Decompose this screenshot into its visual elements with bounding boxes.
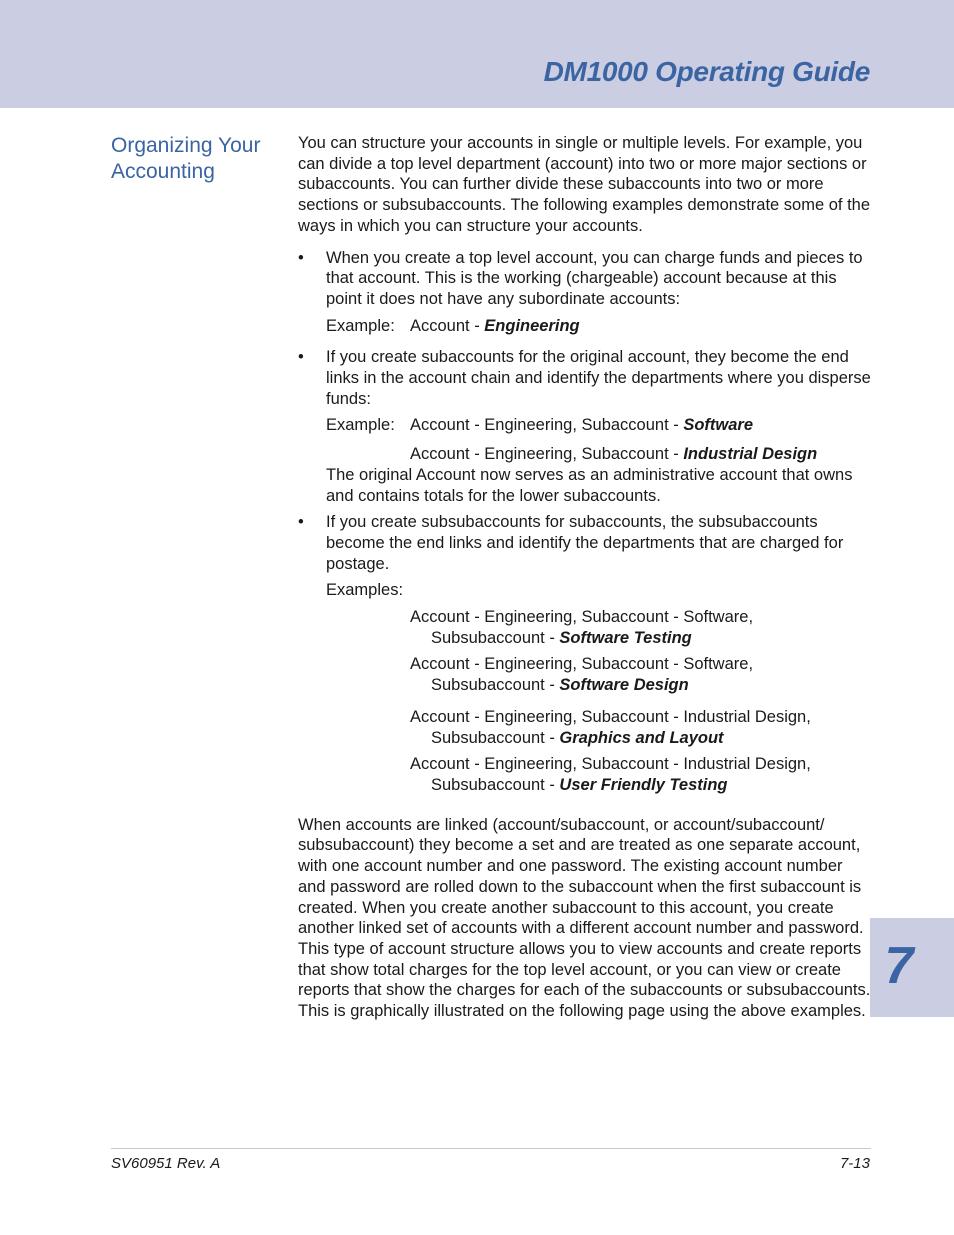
linked-accounts-paragraph: When accounts are linked (account/subaccount, or account/subaccount/ subsubaccount) they become a set and are treated as one separate account, with one account number and one password. The existing account number and password are rolled down to the subaccount when the first subaccount is created. When you create another subaccount to this account, you create another linked set of accounts with a different account number and password. [298,815,864,938]
example-line: Account - Engineering, Subaccount - Software, [410,608,754,627]
bullet-item-subsubaccounts [298,512,872,574]
bullet-note: The original Account now serves as an administrative account that owns and contains totals for the lower subaccounts. [326,465,853,505]
example-emphasis: Industrial Design [683,445,818,464]
example-line: Account - Engineering, Subaccount - Industrial Design, [410,755,811,774]
example-emphasis: Software Design [559,676,689,695]
bullet-item-subaccounts [298,347,872,409]
bullet-item-top-level [298,248,872,310]
examples-label: Examples: [326,581,404,600]
bullet-text: When you create a top level account, you can charge funds and pieces to that account. This is the working (chargeable) account because at this point it does not have any subordinate accounts: [326,248,863,308]
example-block [298,754,872,795]
example-label: Example: [326,316,395,335]
bullet-text: If you create subsubaccounts for subaccounts, the subsubaccounts become the end links and identify the departments that are charged for postage. [326,513,844,573]
example-line [410,728,872,749]
example-emphasis: Engineering [484,316,580,335]
example-block [298,607,872,648]
bullet-marker: • [298,513,304,532]
section-body [298,133,872,1022]
example-line [410,675,872,696]
header-band [0,0,954,108]
account-structure-paragraph: This type of account structure allows you to view accounts and create reports that show total charges for the top level account, or you can view or create reports that show the charges for each of the subaccounts or subsubaccounts. This is graphically illustrated on the following page using the above examples. [298,939,871,1021]
bullet-marker: • [298,348,304,367]
example-prefix: Subsubaccount - [431,775,560,794]
example-emphasis: User Friendly Testing [559,775,728,794]
example-emphasis: Graphics and Layout [559,728,724,747]
example-line [298,415,872,436]
example-prefix: Subsubaccount - [431,676,560,695]
footer-divider [111,1148,871,1149]
example-value [410,316,580,337]
example-block [298,654,872,695]
footer-page-number: 7-13 [839,1155,870,1172]
example-prefix: Account - Engineering, Subaccount - [410,416,684,435]
example-prefix: Subsubaccount - [431,628,560,647]
example-line [298,316,872,337]
document-title: DM1000 Operating Guide [543,56,870,87]
chapter-tab [870,918,954,1017]
section-heading: Organizing Your Accounting [111,134,261,183]
example-block [298,707,872,748]
example-emphasis: Software Testing [559,628,692,647]
footer-doc-id: SV60951 Rev. A [111,1155,221,1172]
bullet-text: If you create subaccounts for the original account, they become the end links in the account chain and identify the departments where you disperse funds: [326,348,871,408]
example-line: Account - Engineering, Subaccount - Industrial Design, [410,707,811,726]
example-prefix: Subsubaccount - [431,728,560,747]
example-label: Example: [326,416,395,435]
example-prefix: Account - Engineering, Subaccount - [410,445,684,464]
bullet-marker: • [298,248,304,267]
example-line [298,444,872,465]
example-line [410,775,872,796]
example-prefix: Account - [410,316,485,335]
example-emphasis: Software [683,416,754,435]
example-line [410,628,872,649]
intro-paragraph: You can structure your accounts in single or multiple levels. For example, you can divide a top level department (account) into two or more major sections or subaccounts. You can further divide these subaccounts into two or more sections or subsubaccounts. The following examples demonstrate some of the ways in which you can structure your accounts. [298,134,871,235]
chapter-number: 7 [884,937,914,995]
example-value [410,415,753,436]
example-line: Account - Engineering, Subaccount - Software, [410,655,754,674]
